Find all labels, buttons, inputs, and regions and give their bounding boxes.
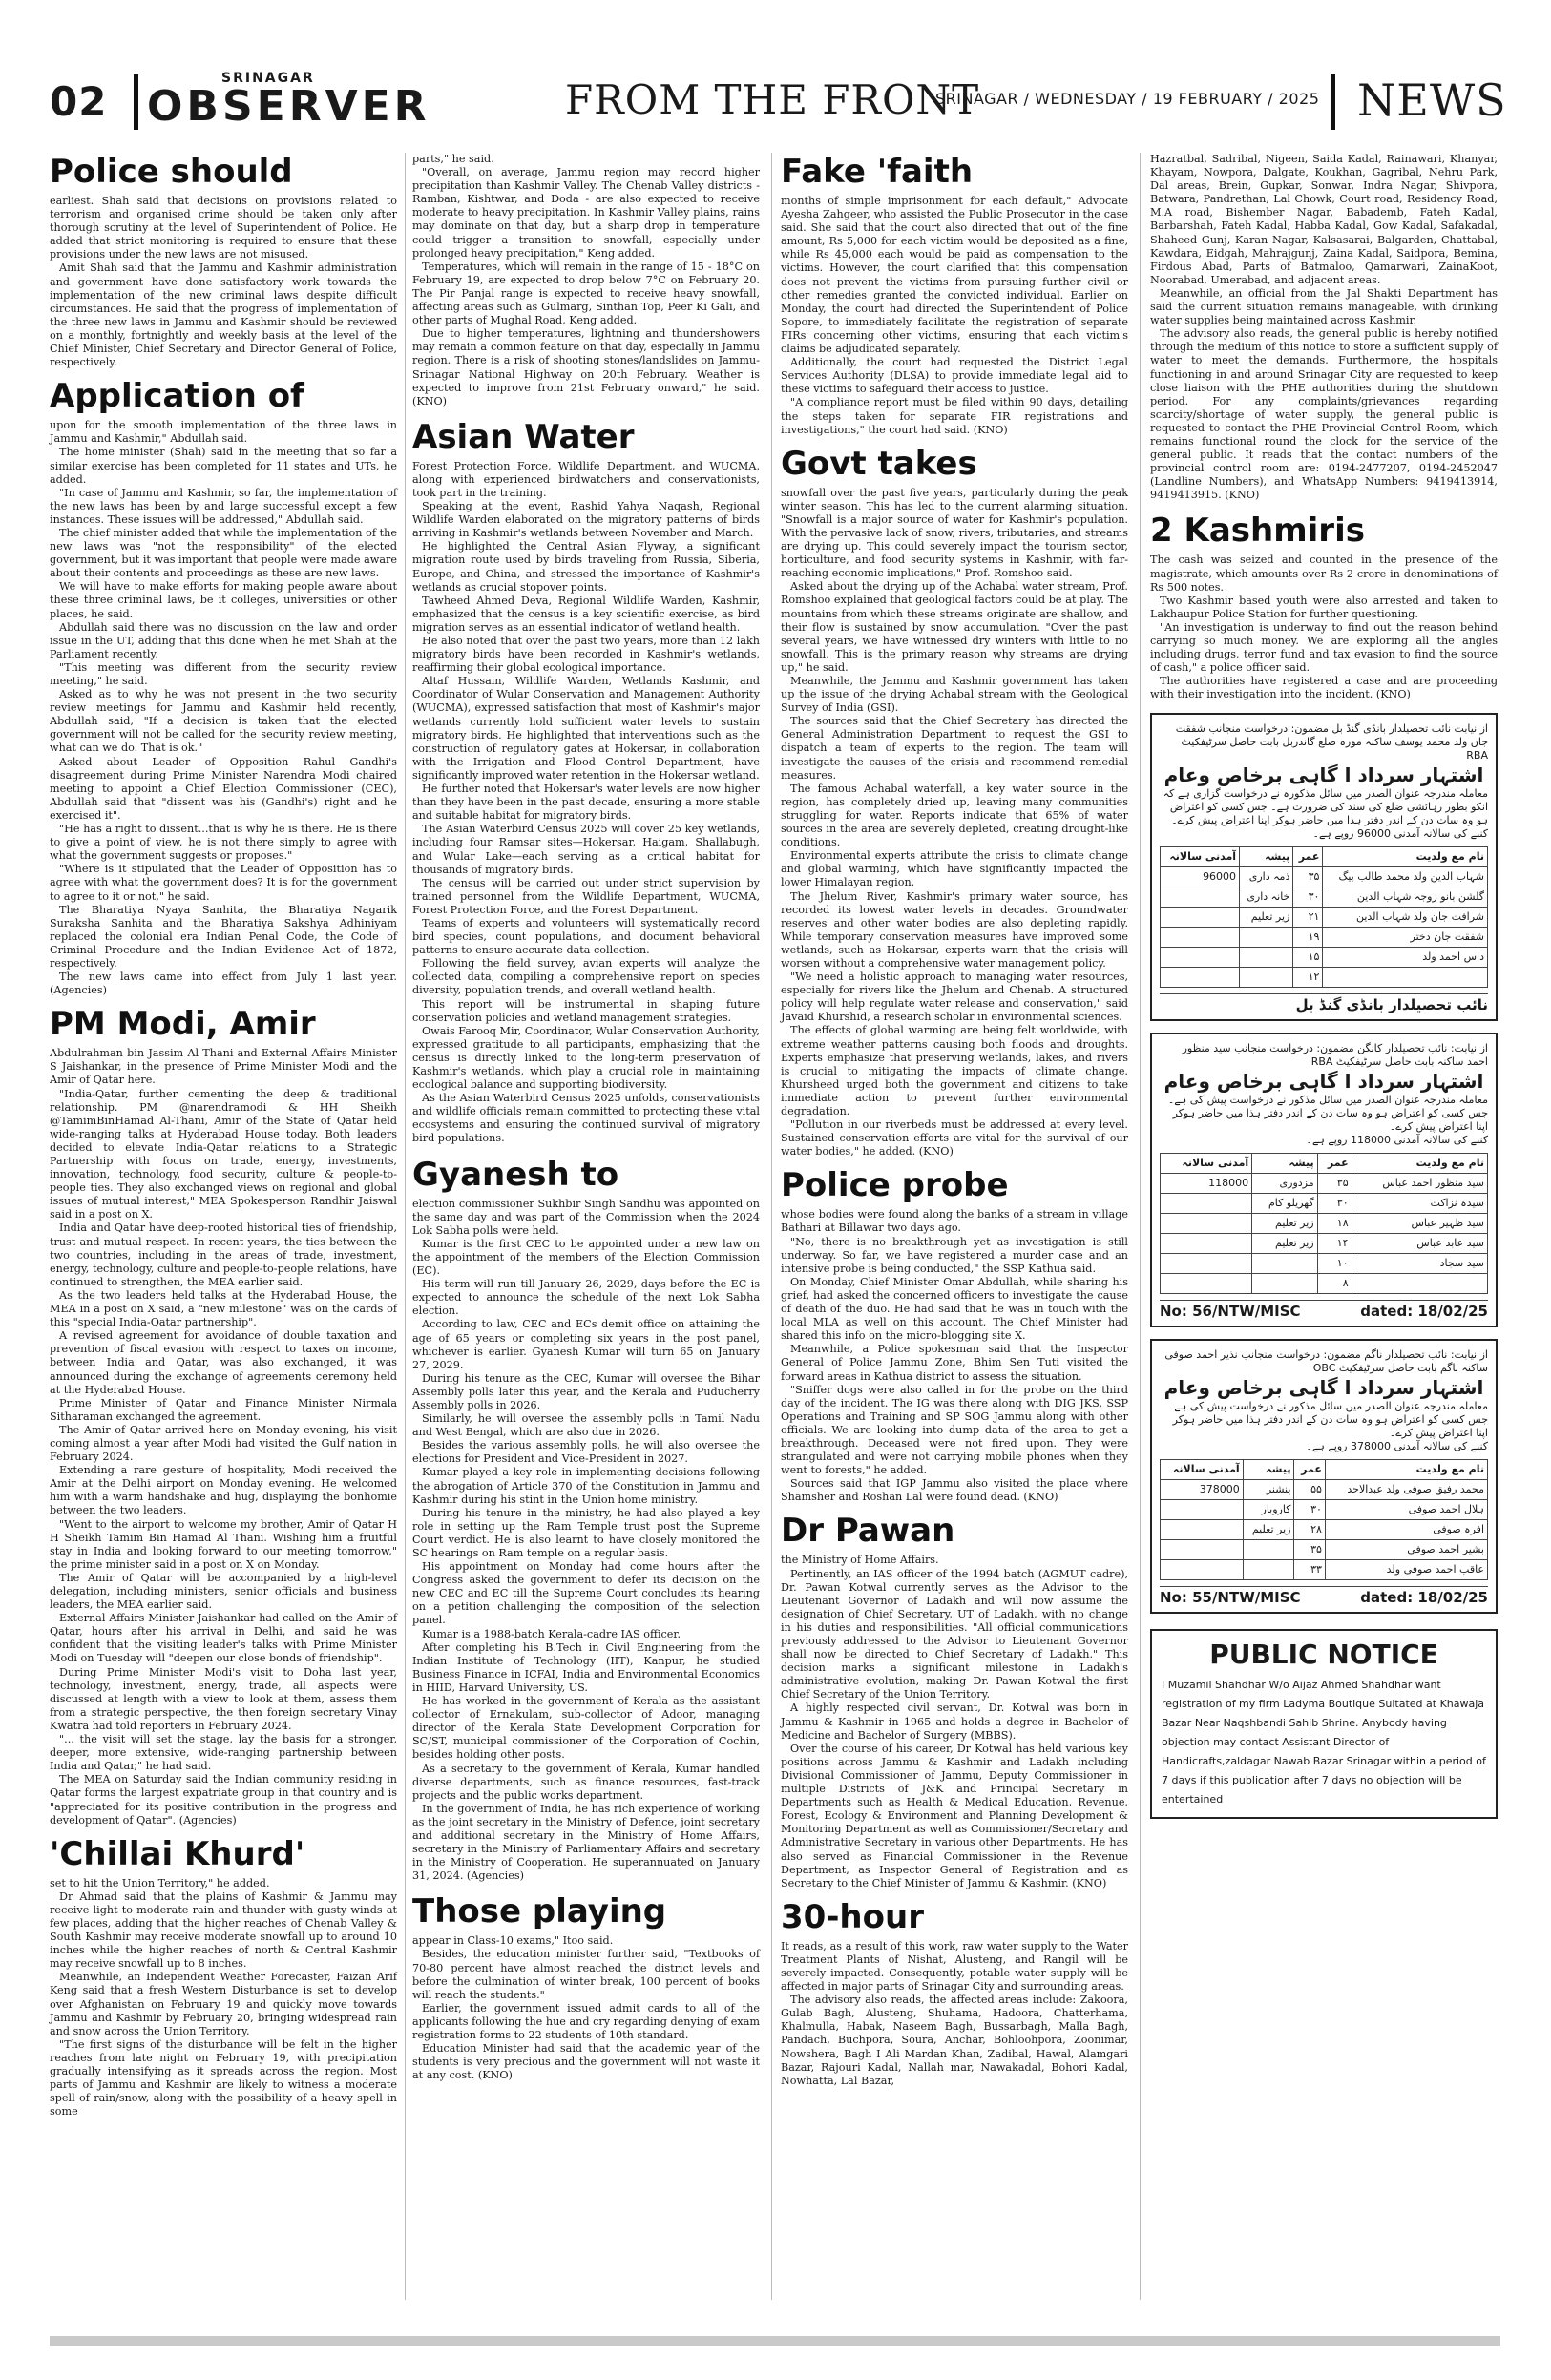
article-paragraph: Following the field survey, avian experts will analyze the collected data, compiling a comprehensive report on species diversity, population trends, and overall wetland health. <box>412 957 760 997</box>
brand-name: OBSERVER <box>147 82 430 131</box>
article-paragraph: The famous Achabal waterfall, a key water source in the region, has completely dried up, leaving many communities struggling for water. Reports indicate that 65% of water sources in the area are severely depleted, creating drought-like conditions. <box>781 782 1128 849</box>
article-paragraph: appear in Class-10 exams," Itoo said. <box>412 1934 614 1948</box>
article-paragraph: Kumar played a key role in implementing decisions following the abrogation of Article 370 of the Constitution in Jammu and Kashmir during his stint in the Union home ministry. <box>412 1466 760 1506</box>
ad-table-header: عمر <box>1294 1460 1325 1480</box>
ad-heading: اشتہار سرداد ا گاہی برخاص وعام <box>1163 1070 1484 1094</box>
article-paragraph: Sources said that IGP Jammu also visited the place where Shamsher and Roshan Lal were found dead. (KNO) <box>781 1477 1128 1504</box>
headline: Fake 'faith <box>781 153 974 191</box>
ad-table-cell: ہلال احمد صوفی <box>1325 1500 1487 1520</box>
article-chillai-khurd <box>50 1835 397 2119</box>
article-paragraph: months of simple imprisonment for each default," Advocate Ayesha Zahgeer, who assisted the Public Prosecutor in the case said. She said that the court also directed that out of the fine amount, Rs 5,000 for each victim would be deposited as a fine, while Rs 45,000 each would be paid as compensation to the victims. However, the court clarified that this compensation does not prevent the victims from pursuing further civil or other remedies granted the convicted individual. Earlier on Monday, the court had directed the Superintendent of Police Sopore, to immediately facilitate the registration of separate FIRs concerning other victims, ensuring that each victim's claims be adjudicated separately. <box>781 195 1128 356</box>
ad-table-cell <box>1161 1520 1244 1540</box>
brand-city: SRINAGAR <box>221 71 315 86</box>
headline: Govt takes <box>781 444 977 483</box>
article-body <box>412 1934 760 2082</box>
article-paragraph: Owais Farooq Mir, Coordinator, Wular Conservation Authority, expressed gratitude to all participants, emphasizing that the census is directly linked to the long-term preservation of Kashmir's wetlands, which play a crucial role in maintaining ecological balance and supporting biodiversity. <box>412 1024 760 1092</box>
article-paragraph: Kumar is the first CEC to be appointed under a new law on the appointment of the members of the Election Commission (EC). <box>412 1237 760 1278</box>
article-paragraph: He has worked in the government of Kerala as the assistant collector of Ernakulam, sub-collector of Adoor, managing director of the Kerala State Development Corporation for SC/ST, municipal commissioner of the Corporation of Cochin, besides holding other posts. <box>412 1695 760 1762</box>
article-paragraph: "He has a right to dissent...that is why he is there. He is there to give a point of view, he is not there simply to agree with what the government suggests or proposes." <box>50 823 397 863</box>
column-1 <box>50 153 397 2119</box>
ad-table-cell <box>1352 1274 1487 1294</box>
ad-table <box>1160 846 1488 988</box>
article-paragraph: After completing his B.Tech in Civil Engineering from the Indian Institute of Technology (IIT), Kanpur, he studied Business Finance in ICFAI, India and Environmental Economics in HIID, Harvard University, US. <box>412 1640 760 1694</box>
article-fake-faith <box>781 153 1128 437</box>
ad-table-header: آمدنی سالانہ <box>1161 1460 1244 1480</box>
ad-table-header: عمر <box>1317 1154 1352 1174</box>
ad-table-cell <box>1161 1254 1252 1274</box>
ad-table-cell: شفقت جان دختر <box>1323 928 1488 948</box>
ad-table-cell: سید سجاد <box>1352 1254 1487 1274</box>
ad-table-cell: ۱۵ <box>1293 948 1323 968</box>
ad-table-cell: ۲۱ <box>1293 908 1323 928</box>
article-paragraph: The cash was seized and counted in the presence of the magistrate, which amounts over Rs 2 crore in denominations of Rs 500 notes. <box>1150 553 1498 594</box>
article-paragraph: Teams of experts and volunteers will systematically record bird species, count populations, and document behavioral patterns to ensure accurate data collection. <box>412 916 760 957</box>
public-notice <box>1150 1629 1498 1819</box>
ad-table-row <box>1161 1214 1488 1234</box>
article-paragraph: The Amir of Qatar will be accompanied by a high-level delegation, including ministers, senior officials and business leaders, the MEA earlier said. <box>50 1571 397 1612</box>
ad-table-header: پیشہ <box>1252 1154 1317 1174</box>
ad-table-cell <box>1240 928 1293 948</box>
ad-table-cell: شہاب الدین ولد محمد طالب بیگ <box>1323 867 1488 887</box>
article-govt-takes <box>781 445 1128 1159</box>
ad-intro: از نیابت: نائب تحصیلدار کانگن مضمون: درخواست منجانب سید منظور احمد ساکنہ بابت حاصل سرٹیفکیٹ RBA <box>1182 1042 1488 1069</box>
article-paragraph: The effects of global warming are being felt worldwide, with extreme weather patterns causing both floods and droughts. Experts emphasize that preserving wetlands, lakes, and rivers is crucial to mitigating the impacts of climate change. Khursheed urged both the government and citizens to take immediate action to prevent further environmental degradation. <box>781 1024 1128 1117</box>
ad-table-cell: ۱۸ <box>1317 1214 1352 1234</box>
ad-table-cell: سید منظور احمد عباس <box>1352 1174 1487 1194</box>
ad-table-cell <box>1252 1254 1317 1274</box>
ad-table-header: آمدنی سالانہ <box>1161 847 1240 867</box>
article-paragraph: The advisory also reads, the general public is hereby notified through the medium of this notice to store a sufficient supply of water to meet the demands. Furthermore, the hospitals functioning in and around Srinagar City are requested to keep close liaison with the PHE authorities during the shutdown period. For any complaints/grievances regarding scarcity/shortage of water supply, the general public is requested to contact the PHE Provincial Control Room, which remains functional round the clock for the service of the general public. It reads that the contact numbers of the provincial control room are: 0194-2477207, 0194-2452047 (Landline Numbers), and WhatsApp Numbers: 9419413914, 9419413915. (KNO) <box>1150 327 1498 502</box>
article-body <box>781 1940 1128 2088</box>
article-paragraph: A revised agreement for avoidance of double taxation and prevention of fiscal evasion with respect to taxes on income, between India and Qatar, was also exchanged, it was announced during the exchange of agreements ceremony held at the Hyderabad House. <box>50 1329 397 1396</box>
ad-table-header: نام مع ولدیت <box>1325 1460 1487 1480</box>
article-paragraph: Education Minister had said that the academic year of the students is very precious and the government will not waste it at any cost. (KNO) <box>412 2042 760 2082</box>
footer-rule <box>50 2336 1500 2346</box>
article-paragraph: Similarly, he will oversee the assembly polls in Tamil Nadu and West Bengal, which are also due in 2026. <box>412 1412 760 1439</box>
ad-table-row <box>1161 1254 1488 1274</box>
ad-table-cell <box>1252 1274 1317 1294</box>
headline: Dr Pawan <box>781 1512 955 1551</box>
article-paragraph: The authorities have registered a case and are proceeding with their investigation into the incident. (KNO) <box>1150 675 1498 701</box>
article-paragraph: whose bodies were found along the banks of a stream in village Bathari at Billawar two days ago. <box>781 1208 1128 1235</box>
article-body <box>781 195 1128 437</box>
ad-table-cell: کاروبار <box>1243 1500 1294 1520</box>
article-paragraph: Besides the various assembly polls, he will also oversee the elections for President and Vice-President in 2027. <box>412 1439 760 1466</box>
ad-table-cell: بشیر احمد صوفی <box>1325 1540 1487 1560</box>
article-paragraph: Earlier, the government issued admit cards to all of the applicants following the hue and cry regarding denying of exam registration forms to 22 students of 10th standard. <box>412 2001 760 2041</box>
ad-table-header: نام مع ولدیت <box>1323 847 1488 867</box>
ad-date: نائب تحصیلدار بانڈی گنڈ بل <box>1295 996 1488 1014</box>
article-paragraph: Additionally, the court had requested the District Legal Services Authority (DLSA) to provide immediate legal aid to these victims to safeguard their access to justice. <box>781 356 1128 396</box>
article-application-of <box>50 377 397 997</box>
article-paragraph: Temperatures, which will remain in the range of 15 - 18°C on February 19, are expected to drop below 7°C on February 20. The Pir Panjal range is expected to receive heavy snowfall, affecting areas such as Gulmarg, Sinthan Top, Peer Ki Gali, and other parts of Mughal Road, Keng added. <box>412 260 760 327</box>
ad-table-cell: زیر تعلیم <box>1240 908 1293 928</box>
ad-table-cell: گلشن بانو زوجہ شہاب الدین <box>1323 887 1488 908</box>
article-pm-modi-amir <box>50 1005 397 1827</box>
column-3 <box>781 153 1128 2088</box>
ad-intro: از نیابت نائب تحصیلدار بانڈی گنڈ بل مضمون: درخواست منجانب شفقت جان ولد محمد یوسف ساکنہ مورہ ضلع گاندربل بابت حاصل سرٹیفکیٹ RBA <box>1175 722 1488 762</box>
ad-table-row <box>1161 887 1488 908</box>
article-those-playing <box>412 1892 760 2082</box>
ad-table-cell: ۵۵ <box>1294 1480 1325 1500</box>
article-body <box>412 460 760 1146</box>
ad-table <box>1160 1153 1488 1294</box>
article-chillai-khurd-continued <box>412 153 760 408</box>
ad-date: dated: 18/02/25 <box>1360 1589 1488 1607</box>
ad-table-cell: محمد رفیق صوفی ولد عبدالاحد <box>1325 1480 1487 1500</box>
ad-income: کنبے کی سالانہ آمدنی 96000 روپے ہے۔ <box>1312 827 1488 841</box>
article-paragraph: Forest Protection Force, Wildlife Department, and WUCMA, along with experienced birdwatchers and conservationists, took part in the training. <box>412 459 760 499</box>
article-paragraph: His appointment on Monday had come hours after the Congress asked the government to defer its decision on the new CEC and EC till the Supreme Court concludes its hearing on a petition challenging the composition of the selection panel. <box>412 1560 760 1627</box>
masthead-divider-right <box>1331 74 1335 130</box>
column-rule <box>1140 153 1141 2300</box>
ad-table-header: پیشہ <box>1240 847 1293 867</box>
article-paragraph: Altaf Hussain, Wildlife Warden, Wetlands Kashmir, and Coordinator of Wular Conservation and Management Authority (WUCMA), expressed satisfaction that most of Kashmir's major wetlands currently hold sufficient water levels to sustain migratory birds. He highlighted that interventions such as the construction of regulatory gates at Hokersar, in collaboration with the Irrigation and Flood Control Department, have significantly improved water retention in the Hokersar wetland. <box>412 675 760 782</box>
article-paragraph: "In case of Jammu and Kashmir, so far, the implementation of the new laws has been by and large successful except a few instances. These issues will be addressed," Abdullah said. <box>50 486 397 526</box>
ad-table-cell <box>1240 968 1293 988</box>
ad-table-cell: خانہ داری <box>1240 887 1293 908</box>
ad-table-cell <box>1243 1560 1294 1580</box>
article-paragraph: This report will be instrumental in shaping future conservation policies and wetland management strategies. <box>412 997 760 1024</box>
ad-table-row <box>1161 867 1488 887</box>
article-gyanesh-to <box>412 1156 760 1884</box>
ad-table-row <box>1161 1274 1488 1294</box>
article-paragraph: Speaking at the event, Rashid Yahya Naqash, Regional Wildlife Warden elaborated on the migratory patterns of birds arriving in Kashmir's wetlands between November and March. <box>412 500 760 540</box>
article-30-hour <box>781 1898 1128 2088</box>
ad-table-cell <box>1161 1234 1252 1254</box>
article-body <box>1150 153 1498 502</box>
ad-text: معاملہ مندرجہ عنوان الصدر میں سائل مذکور نے درخواست پیش کی ہے۔ جس کسی کو اعتراض ہو وہ سات دن کے اندر دفتر ہذا میں حاضر ہوکر اپنا اعتراض پیش کرے۔ <box>1167 1094 1488 1134</box>
ad-table-cell: ۱۹ <box>1293 928 1323 948</box>
article-paragraph: Asked about Leader of Opposition Rahul Gandhi's disagreement during Prime Minister Narendra Modi chaired meeting to appoint a Chief Election Commissioner (CEC), Abdullah said that "dissent was his (Gandhi's) right and he exercised it". <box>50 755 397 822</box>
dateline: SRINAGAR / WEDNESDAY / 19 FEBRUARY / 2025 <box>935 90 1320 108</box>
ad-table-cell <box>1161 1274 1252 1294</box>
headline: Those playing <box>412 1892 667 1931</box>
headline: Application of <box>50 377 304 416</box>
article-paragraph: Abdullah said there was no discussion on the law and order issue in the UT, adding that this done when he met Shah at the Parliament recently. <box>50 620 397 660</box>
article-paragraph: The MEA on Saturday said the Indian community residing in Qatar forms the largest expatriate group in that country and is "appreciated for its positive contribution in the progress and development of Qatar". (Agencies) <box>50 1773 397 1827</box>
article-paragraph: The advisory also reads, the affected areas include: Zakoora, Gulab Bagh, Alusteng, Shuhama, Hadoora, Chatterhama, Khalmulla, Habak, Naseem Bagh, Bussarbagh, Malla Bagh, Pandach, Buchpora, Soura, Anchar, Bohloohpora, Zoonimar, Nowshera, Bagh I Ali Mardan Khan, Zadibal, Hawal, Alamgari Bazar, Rajouri Kadal, Nallah mar, Nawakadal, Bohori Kadal, Nowhatta, Lal Bazar, <box>781 1994 1128 2087</box>
article-dr-pawan <box>781 1512 1128 1889</box>
ad-table-cell: گھریلو کام <box>1252 1194 1317 1214</box>
article-paragraph: Meanwhile, a Police spokesman said that the Inspector General of Police Jammu Zone, Bhim Sen Tuti visited the forward areas in Kathua district to assess the situation. <box>781 1343 1128 1383</box>
article-paragraph: India and Qatar have deep-rooted historical ties of friendship, trust and mutual respect. In recent years, the ties between the two countries, including in the areas of trade, investment, energy, technology, culture and people-to-people relations, have continued to strengthen, the MEA earlier said. <box>50 1221 397 1288</box>
ad-intro: از نیابت: نائب تحصیلدار ناگم مضمون: درخواست منجانب نذیر احمد صوفی ساکنہ ناگم بابت حاصل سرٹیفکیٹ OBC <box>1164 1348 1488 1375</box>
article-paragraph: The new laws came into effect from July 1 last year. (Agencies) <box>50 971 397 997</box>
article-paragraph: He also noted that over the past two years, more than 12 lakh migratory birds have been recorded in Kashmir's wetlands, reaffirming their global ecological importance. <box>412 635 760 675</box>
article-paragraph: Meanwhile, an Independent Weather Forecaster, Faizan Arif Keng said that a fresh Western Disturbance is set to develop over Afghanistan on February 19 and quickly move towards Jammu and Kashmir by February 20, bringing widespread rain and snow across the Union Territory. <box>50 1971 397 2037</box>
page-number: 02 <box>50 78 108 125</box>
article-body <box>412 153 760 408</box>
article-police-should <box>50 153 397 369</box>
ad-table-cell: 96000 <box>1161 867 1240 887</box>
article-paragraph: earliest. Shah said that decisions on provisions related to terrorism and organised crime should be taken only after thorough scrutiny at the level of Superintendent of Police. He added that strict monitoring is required to ensure that these provisions under the new laws are not misused. <box>50 195 397 261</box>
ad-table-cell: ۳۰ <box>1317 1194 1352 1214</box>
ad-table-cell: زیر تعلیم <box>1252 1214 1317 1234</box>
urdu-advertisement <box>1150 1033 1498 1327</box>
ad-table-row <box>1161 1480 1488 1500</box>
article-paragraph: We will have to make efforts for making people aware about these three criminal laws, be it colleges, universities or other places, he said. <box>50 580 397 620</box>
article-paragraph: election commissioner Sukhbir Singh Sandhu was appointed on the same day and was part of the Commission when the 2024 Lok Sabha polls were held. <box>412 1197 760 1237</box>
article-paragraph: "Overall, on average, Jammu region may record higher precipitation than Kashmir Valley. The Chenab Valley districts - Ramban, Kishtwar, and Doda - are also expected to receive moderate to heavy precipitation. In Kashmir Valley plains, rains may dominate on that day, but a sharp drop in temperature could trigger a transition to snowfall, especially under prolonged heavy precipitation," Keng added. <box>412 166 760 260</box>
public-notice-title: PUBLIC NOTICE <box>1209 1639 1438 1671</box>
article-paragraph: Environmental experts attribute the crisis to climate change and global warming, which have significantly impacted the lower Himalayan region. <box>781 849 1128 889</box>
ad-table-cell <box>1161 948 1240 968</box>
section-label-news: NEWS <box>1357 74 1507 126</box>
ad-table-cell: زیر تعلیم <box>1243 1520 1294 1540</box>
article-paragraph: The chief minister added that while the implementation of the new laws was "not the responsibility" of the elected government, but it was important that people were made aware about their contents and proceedings as these are new laws. <box>50 526 397 580</box>
ad-heading: اشتہار سرداد ا گاہی برخاص وعام <box>1163 1376 1484 1400</box>
article-paragraph: "We need a holistic approach to managing water resources, especially for rivers like the Jhelum and Chenab. A structured policy will help regulate water release and conservation," said Javaid Khurshid, a research scholar in environmental sciences. <box>781 971 1128 1024</box>
article-paragraph: "This meeting was different from the security review meeting," he said. <box>50 660 397 687</box>
ad-table-row <box>1161 1174 1488 1194</box>
ad-table-cell: داس احمد ولد <box>1323 948 1488 968</box>
ad-table-cell <box>1161 887 1240 908</box>
article-2-kashmiris <box>1150 511 1498 701</box>
article-paragraph: As the Asian Waterbird Census 2025 unfolds, conservationists and wildlife officials remain committed to protecting these vital ecosystems and ensuring the continued survival of migratory bird populations. <box>412 1092 760 1145</box>
article-body <box>50 195 397 369</box>
ad-date: dated: 18/02/25 <box>1360 1303 1488 1321</box>
ad-table-cell: پنشنر <box>1243 1480 1294 1500</box>
article-paragraph: Besides, the education minister further said, "Textbooks of 70-80 percent have almost reached the district levels and before the culmination of winter break, 100 percent of books will reach the students." <box>412 1948 760 2001</box>
ad-footer <box>1160 1586 1488 1607</box>
ad-footer <box>1160 993 1488 1012</box>
masthead <box>50 69 1507 136</box>
article-paragraph: parts," he said. <box>412 153 494 165</box>
ad-table-cell <box>1161 1194 1252 1214</box>
ad-heading: اشتہار سرداد ا گاہی برخاص وعام <box>1163 763 1484 787</box>
article-paragraph: On Monday, Chief Minister Omar Abdullah, while sharing his grief, had asked the concerned officers to investigate the cause of death of the duo. He had said that he was in touch with the local MLA as well on this account. The Chief Minister had shared this info on the micro-blogging site X. <box>781 1275 1128 1343</box>
article-paragraph: The Amir of Qatar arrived here on Monday evening, his visit coming almost a year after Modi had visited the Gulf nation in February 2024. <box>50 1423 397 1464</box>
masthead-divider-left <box>134 74 138 130</box>
article-paragraph: Asked as to why he was not present in the two security review meetings for Jammu and Kashmir held recently, Abdullah said, "If a decision is taken that the elected government will not be called for the security review meeting, what can we do. That is ok." <box>50 688 397 755</box>
section-title: FROM THE FRONT <box>565 76 980 123</box>
article-paragraph: The Bharatiya Nyaya Sanhita, the Bharatiya Nagarik Suraksha Sanhita and the Bharatiya Sakshya Adhiniyam replaced the colonial era Indian Penal Code, the Code of Criminal Procedure and the Indian Evidence Act of 1872, respectively. <box>50 903 397 970</box>
article-paragraph: "No, there is no breakthrough yet as investigation is still underway. So far, we have registered a murder case and an intensive probe is being conducted," the SSP Kathua said. <box>781 1235 1128 1275</box>
article-paragraph: the Ministry of Home Affairs. <box>781 1554 939 1567</box>
public-notice-body: I Muzamil Shahdhar W/o Aijaz Ahmed Shahdhar want registration of my firm Ladyma Boutique Suitated at Khawaja Bazar Near Naqshbandi Sahib Shrine. Anybody having objection may contact Assistant Director of Handicrafts,zaldagar Nawab Bazar Srinagar within a period of 7 days if this publication after 7 days no objection will be entertained <box>1162 1679 1486 1806</box>
article-paragraph: "... the visit will set the stage, lay the basis for a stronger, deeper, more extensive, wide-ranging partnership between India and Qatar," he had said. <box>50 1733 397 1773</box>
article-paragraph: Two Kashmir based youth were also arrested and taken to Lakhaupur Police Station for further questioning. <box>1150 594 1498 620</box>
article-paragraph: "Went to the airport to welcome my brother, Amir of Qatar H H Sheikh Tamim Bin Hamad Al Thani. Wishing him a fruitful stay in India and looking forward to our meeting tomorrow," the prime minister said in a post on X on Monday. <box>50 1517 397 1571</box>
article-body <box>50 419 397 997</box>
article-paragraph: The Asian Waterbird Census 2025 will cover 25 key wetlands, including four Ramsar sites—Hokersar, Haigam, Shallabugh, and Wular Lake—each serving as a critical habitat for thousands of migratory birds. <box>412 823 760 876</box>
ad-table-cell: افرہ صوفی <box>1325 1520 1487 1540</box>
ad-table-row <box>1161 1500 1488 1520</box>
article-paragraph: "A compliance report must be filed within 90 days, detailing the steps taken for separate FIR registrations and investigations," the court had said. (KNO) <box>781 396 1128 436</box>
article-paragraph: Kumar is a 1988-batch Kerala-cadre IAS officer. <box>422 1627 681 1640</box>
headline: 2 Kashmiris <box>1150 511 1365 551</box>
ad-table-row <box>1161 1520 1488 1540</box>
headline: PM Modi, Amir <box>50 1005 316 1044</box>
ad-table-cell: 118000 <box>1161 1174 1252 1194</box>
ad-table-cell: سیدہ نزاکت <box>1352 1194 1487 1214</box>
ad-table-row <box>1161 928 1488 948</box>
ad-table-cell: ۳۰ <box>1293 887 1323 908</box>
article-paragraph: set to hit the Union Territory," he added. <box>50 1876 270 1889</box>
article-paragraph: During his tenure in the ministry, he had also played a key role in setting up the Ram Temple trust post the Supreme Court verdict. He is also learnt to have closely monitored the SC hearings on Ram temple on a regular basis. <box>412 1506 760 1559</box>
column-2 <box>412 153 760 2082</box>
ad-table-cell: سید ظہیر عباس <box>1352 1214 1487 1234</box>
article-paragraph: upon for the smooth implementation of the three laws in Jammu and Kashmir," Abdullah said. <box>50 419 397 446</box>
article-paragraph: "An investigation is underway to find out the reason behind carrying so much money. We are exploring all the angles including drugs, terror fund and tax evasion to find the source of cash," a police officer said. <box>1150 620 1498 675</box>
ad-table-cell <box>1240 948 1293 968</box>
column-4 <box>1150 153 1498 1819</box>
ad-income: کنبے کی سالانہ آمدنی 118000 روپے ہے۔ <box>1306 1134 1488 1147</box>
ad-table-row <box>1161 968 1488 988</box>
article-paragraph: External Affairs Minister Jaishankar had called on the Amir of Qatar, hours after his arrival in Delhi, and said he was confident that the visiting leader's talks with Prime Minister Modi on Tuesday will "deepen our close bonds of friendship". <box>50 1612 397 1665</box>
article-paragraph: During Prime Minister Modi's visit to Doha last year, technology, investment, energy, trade, all aspects were discussed at length with a view to look at them, assess them from a strategic perspective, the then foreign secretary Vinay Kwatra had told reporters in February 2024. <box>50 1665 397 1732</box>
ad-table-cell <box>1161 1214 1252 1234</box>
article-paragraph: Dr Ahmad said that the plains of Kashmir & Jammu may receive light to moderate rain and thunder with gusty winds at few places, adding that the higher reaches of Chenab Valley & South Kashmir may receive moderate snowfall up to around 10 inches while the higher reaches of north & Central Kashmir may receive snowfall up to 8 inches. <box>50 1889 397 1971</box>
headline: Gyanesh to <box>412 1155 619 1194</box>
ad-table-cell: ذمہ داری <box>1240 867 1293 887</box>
ad-table-cell: ۱۴ <box>1317 1234 1352 1254</box>
ad-income: کنبے کی سالانہ آمدنی 378000 روپے ہے۔ <box>1306 1440 1488 1453</box>
ad-table-cell: ۱۰ <box>1317 1254 1352 1274</box>
article-paragraph: Due to higher temperatures, lightning and thundershowers may remain a common feature on that day, especially in Jammu region. There is a risk of shooting stones/landslides on Jammu-Srinagar National Highway on 20th February. Weather is expected to improve from 21st February onward," he said. (KNO) <box>412 327 760 407</box>
ad-table-cell: سید عابد عباس <box>1352 1234 1487 1254</box>
article-paragraph: The Jhelum River, Kashmir's primary water source, has recorded its lowest water levels in decades. Groundwater reserves and other water bodies are also depleting rapidly. While temporary conservation measures have improved some wetlands, such as Hokarsar, experts warn that the crisis will worsen without a comprehensive water management policy. <box>781 889 1128 970</box>
ad-text: معاملہ مندرجہ عنوان الصدر میں سائل مذکورہ نے درخواست گزاری ہے کہ انکو بطور رہائشی ضلع کی سند کی ضرورت ہے۔ جس کسی کو اعتراض ہو وہ سات دن کے اندر دفتر ہذا میں حاضر ہوکر اپنا اعتراض پیش کرے۔ <box>1163 787 1488 827</box>
article-paragraph: Extending a rare gesture of hospitality, Modi received the Amir at the Delhi airport on Monday evening. He welcomed him with a warm handshake and hug, displaying the bonhomie between the two leaders. <box>50 1464 397 1517</box>
article-body <box>50 1877 397 2119</box>
ad-table-cell: ۱۲ <box>1293 968 1323 988</box>
ad-reference-number: No: 55/NTW/MISC <box>1160 1589 1301 1607</box>
article-paragraph: As a secretary to the government of Kerala, Kumar handled diverse departments, such as finance resources, fast-track projects and the public works department. <box>412 1762 760 1802</box>
article-paragraph: "The first signs of the disturbance will be felt in the higher reaches from late night on February 19, with precipitation gradually intensifying as it spreads across the region. Most parts of Jammu and Kashmir are likely to witness a moderate spell of rain/snow, along with the possibility of a heavy spell in some <box>50 2037 397 2119</box>
article-paragraph: Pertinently, an IAS officer of the 1994 batch (AGMUT cadre), Dr. Pawan Kotwal currently serves as the Advisor to the Lieutenant Governor of Ladakh and will now assume the designation of Chief Secretary, UT of Ladakh, with no change in his duties and responsibilities. "All official communications previously addressed to the Advisor to Lieutenant Governor shall now be directed to Chief Secretary of Ladakh." This decision marks a significant milestone in Ladakh's administrative evolution, making Dr. Pawan Kotwal the first Chief Secretary of the Union Territory. <box>781 1567 1128 1701</box>
article-paragraph: The home minister (Shah) said in the meeting that so far a similar exercise has been completed for 11 states and UTs, he added. <box>50 446 397 486</box>
article-paragraph: Hazratbal, Sadribal, Nigeen, Saida Kadal, Rainawari, Khanyar, Khayam, Nowpora, Dalgate, Koukhan, Gagribal, Nehru Park, Dal areas, Brein, Gupkar, Sonwar, Indra Nagar, Shivpora, Batwara, Pandrethan, Lal Chowk, Court road, Residency Road, M.A road, Bishember Nagar, Babademb, Fateh Kadal, Barbarshah, Fateh Kadal, Habba Kadal, Gow Kadal, Safakadal, Shaheed Gunj, Karan Nagar, Kalsasarai, Balgarden, Chattabal, Kawdara, Eidgah, Mahrajgunj, Zaina Kadal, Saidpora, Bemina, Firdous Abad, Parts of Batmaloo, Qamarwari, ZainaKoot, Noorabad, Umerabad, and adjacent areas. <box>1150 153 1498 286</box>
ad-table-cell: ۳۵ <box>1317 1174 1352 1194</box>
article-paragraph: "Sniffer dogs were also called in for the probe on the third day of the incident. The IG was there along with DIG JKS, SSP Operations and Training and SP SOG Jammu along with other officials. We are looking into dump data of the area to get a breakthrough. Deceased were not fired upon. They were strangulated and were not carrying mobile phones when they went to forests," he added. <box>781 1383 1128 1477</box>
ad-table-cell: ۳۵ <box>1293 867 1323 887</box>
article-paragraph: The census will be carried out under strict supervision by trained personnel from the Wildlife Department, WUCMA, Forest Protection Force, and the Forest Department. <box>412 876 760 916</box>
article-paragraph: He further noted that Hokersar's water levels are now higher than they have been in the past decade, ensuring a more stable and suitable habitat for migratory birds. <box>412 783 760 823</box>
article-paragraph: During his tenure as the CEC, Kumar will oversee the Bihar Assembly polls later this year, and the Kerala and Puducherry Assembly polls in 2026. <box>412 1371 760 1411</box>
article-paragraph: He highlighted the Central Asian Flyway, a significant migration route used by birds traveling from Russia, Siberia, Europe, and China, and stressed the importance of Kashmir's wetlands as crucial stopover points. <box>412 540 760 594</box>
article-paragraph: The sources said that the Chief Secretary has directed the General Administration Department to request the GSI to dispatch a team of experts to the region. The team will investigate the causes of the crisis and recommend remedial measures. <box>781 715 1128 782</box>
article-paragraph: His term will run till January 26, 2029, days before the EC is expected to announce the schedule of the next Lok Sabha election. <box>412 1278 760 1318</box>
ad-table-cell: عاقب احمد صوفی ولد <box>1325 1560 1487 1580</box>
ad-footer <box>1160 1300 1488 1321</box>
headline: Asian Water <box>412 417 635 456</box>
column-rule <box>771 153 772 2300</box>
ad-table-cell: 378000 <box>1161 1480 1244 1500</box>
article-paragraph: A highly respected civil servant, Dr. Kotwal was born in Jammu & Kashmir in 1965 and holds a degree in Bachelor of Medicine and Bachelor of Surgery (MBBS). <box>781 1701 1128 1742</box>
column-rule <box>405 153 406 2300</box>
ad-table-cell <box>1161 908 1240 928</box>
article-paragraph: It reads, as a result of this work, raw water supply to the Water Treatment Plants of Nishat, Alusteng, and Rangil will be severely impacted. Consequently, potable water supply will be affected in major parts of Srinagar City and surrounding areas. <box>781 1939 1128 1994</box>
article-paragraph: Amit Shah said that the Jammu and Kashmir administration and government have done satisfactory work towards the implementation of the new criminal laws despite difficult circumstances. He said that the progress of implementation of the three new laws in Jammu and Kashmir should be reviewed on a monthly, fortnightly and weekly basis at the level of the Chief Minister, Chief Secretary and Director General of Police, respectively. <box>50 261 397 369</box>
article-paragraph: Asked about the drying up of the Achabal water stream, Prof. Romshoo explained that geological factors could be at play. The mountains from which these streams originate are shallow, and their flow is sustained by snow accumulation. "Over the past several years, we have witnessed dry winters with little to no snowfall. This is the primary reason why streams are drying up," he said. <box>781 580 1128 674</box>
ad-table-cell <box>1161 928 1240 948</box>
ad-table-row <box>1161 1560 1488 1580</box>
article-paragraph: Abdulrahman bin Jassim Al Thani and External Affairs Minister S Jaishankar, in the presence of Prime Minister Modi and the Amir of Qatar here. <box>50 1047 397 1087</box>
ad-table-cell <box>1161 1560 1244 1580</box>
article-30-hour-continued <box>1150 153 1498 502</box>
ad-table-cell: ۲۸ <box>1294 1520 1325 1540</box>
ad-table-cell <box>1161 968 1240 988</box>
urdu-advertisement <box>1150 713 1498 1021</box>
headline: 'Chillai Khurd' <box>50 1834 305 1873</box>
article-paragraph: snowfall over the past five years, particularly during the peak winter season. This has led to the current alarming situation. "Snowfall is a major source of water for Kashmir's population. With the pervasive lack of snow, rivers, tributaries, and streams are drying up. This could severely impact the tourism sector, horticulture, and food security systems in Kashmir, with far-reaching economic implications," Prof. Romshoo said. <box>781 486 1128 580</box>
ad-table-row <box>1161 948 1488 968</box>
article-paragraph: Prime Minister of Qatar and Finance Minister Nirmala Sitharaman exchanged the agreement. <box>50 1396 397 1423</box>
article-paragraph: "Pollution in our riverbeds must be addressed at every level. Sustained conservation efforts are vital for the survival of our water bodies," he added. (KNO) <box>781 1118 1128 1159</box>
ad-table-row <box>1161 908 1488 928</box>
ad-table-cell: زیر تعلیم <box>1252 1234 1317 1254</box>
ad-table-cell: ۳۵ <box>1294 1540 1325 1560</box>
ad-table-cell <box>1161 1540 1244 1560</box>
ad-table-header: نام مع ولدیت <box>1352 1154 1487 1174</box>
article-paragraph: Over the course of his career, Dr Kotwal has held various key positions across Jammu & Kashmir and Ladakh including Divisional Commissioner of Jammu, Deputy Commissioner in multiple Districts of J&K and Principal Secretary in Departments such as Health & Medical Education, Revenue, Forest, Ecology & Environment and Planning Development & Monitoring Department as well as Commissioner/Secretary and Administrative Secretary in various other Departments. He has also served as Financial Commissioner in the Revenue Department, as Inspector General of Registration and as Secretary to the Chief Minister of Jammu & Kashmir. (KNO) <box>781 1742 1128 1889</box>
headline: 30-hour <box>781 1897 924 1936</box>
article-body <box>1150 553 1498 701</box>
ad-table-header: عمر <box>1293 847 1323 867</box>
article-paragraph: As the two leaders held talks at the Hyderabad House, the MEA in a post on X said, a "new milestone" was on the cards of this "special India-Qatar partnership". <box>50 1288 397 1329</box>
ad-table-cell: ۳۳ <box>1294 1560 1325 1580</box>
article-paragraph: According to law, CEC and ECs demit office on attaining the age of 65 years or completing six years in the post panel, whichever is earlier. Gyanesh Kumar will turn 65 on January 27, 2029. <box>412 1318 760 1371</box>
article-paragraph: Meanwhile, an official from the Jal Shakti Department has said the current situation remains manageable, with drinking water supplies being maintained across Kashmir. <box>1150 286 1498 327</box>
urdu-advertisement <box>1150 1339 1498 1614</box>
ad-table <box>1160 1459 1488 1580</box>
ad-table-header: پیشہ <box>1243 1460 1294 1480</box>
ad-table-row <box>1161 1540 1488 1560</box>
article-body <box>412 1198 760 1884</box>
article-paragraph: Tawheed Ahmed Deva, Regional Wildlife Warden, Kashmir, emphasized that the census is a key scientific exercise, as bird migration serves as an essential indicator of wetland health. <box>412 594 760 634</box>
article-body <box>781 1554 1128 1889</box>
ad-table-row <box>1161 1234 1488 1254</box>
headline: Police probe <box>781 1166 1009 1205</box>
article-body <box>781 487 1128 1159</box>
ad-table-row <box>1161 1194 1488 1214</box>
ad-table-cell <box>1323 968 1488 988</box>
ad-table-cell <box>1243 1540 1294 1560</box>
article-paragraph: "Where is it stipulated that the Leader of Opposition has to agree with what the government does? It is for the government to agree to it or not," he said. <box>50 863 397 903</box>
article-paragraph: "India-Qatar, further cementing the deep & traditional relationship. PM @narendramodi & HH Sheikh @TamimBinHamad Al-Thani, Amir of the State of Qatar held wide-ranging talks at Hyderabad House today. Both leaders decided to elevate India-Qatar relations to a Strategic Partnership with focus on trade, energy, investments, innovation, technology, food security, culture & people-to-people ties. They also exchanged views on regional and global issues of mutual interest," MEA Spokesperson Randhir Jaiswal said in a post on X. <box>50 1087 397 1221</box>
article-paragraph: Meanwhile, the Jammu and Kashmir government has taken up the issue of the drying Achabal stream with the Geological Survey of India (GSI). <box>781 675 1128 715</box>
ad-table-cell: ۸ <box>1317 1274 1352 1294</box>
article-asian-water <box>412 418 760 1146</box>
article-body <box>50 1047 397 1827</box>
article-body <box>781 1208 1128 1504</box>
ad-reference-number: No: 56/NTW/MISC <box>1160 1303 1301 1321</box>
ad-text: معاملہ مندرجہ عنوان الصدر میں سائل مذکور نے درخواست پیش کی ہے۔ جس کسی کو اعتراض ہو وہ سات دن کے اندر دفتر ہذا میں حاضر ہوکر اپنا اعتراض پیش کرے۔ <box>1167 1400 1488 1440</box>
ad-table-cell: شرافت جان ولد شہاب الدین <box>1323 908 1488 928</box>
ad-table-cell: مزدوری <box>1252 1174 1317 1194</box>
ad-table-cell: ۳۰ <box>1294 1500 1325 1520</box>
headline: Police should <box>50 153 293 191</box>
article-paragraph: In the government of India, he has rich experience of working as the joint secretary in the Ministry of Defence, joint secretary and additional secretary in the Ministry of Home Affairs, secretary in the Ministry of Parliamentary Affairs and secretary in the Ministry of Cooperation. He superannuated on January 31, 2024. (Agencies) <box>412 1802 760 1883</box>
article-police-probe <box>781 1166 1128 1504</box>
ad-table-cell <box>1161 1500 1244 1520</box>
ad-table-header: آمدنی سالانہ <box>1161 1154 1252 1174</box>
